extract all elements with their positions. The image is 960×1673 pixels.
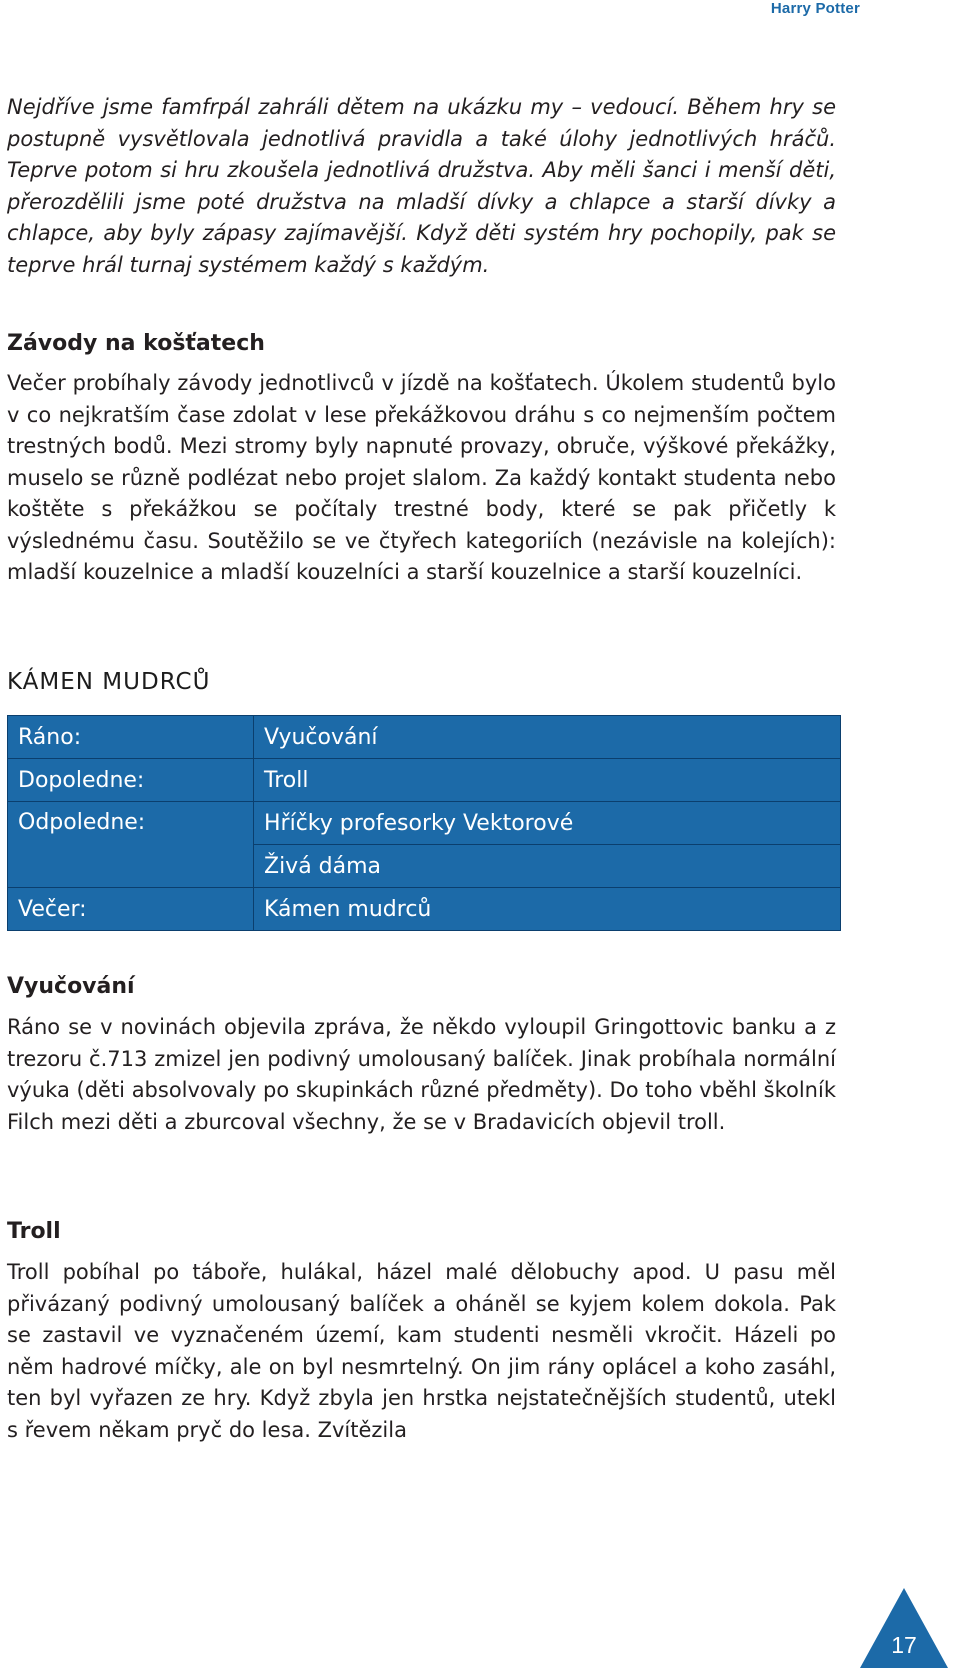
- page-number: 17: [891, 1632, 917, 1658]
- schedule-row: [8, 802, 841, 845]
- running-head: Harry Potter: [770, 0, 860, 17]
- schedule-time-label: Ráno:: [8, 716, 254, 759]
- schedule-table: [7, 715, 841, 931]
- schedule-row: [8, 888, 841, 931]
- intro-paragraph: Nejdříve jsme famfrpál zahráli dětem na ukázku my – vedoucí. Během hry se postupně vysvětlovala jednotlivá pravidla a také úlohy jednotlivých hráčů. Teprve potom si hru zkoušela jednotlivá družstva. Aby měli šanci i menší děti, přerozdělili jsme poté družstva na mladší dívky a chlapce a starší dívky a chlapce, aby byly zápasy zajímavější. Když děti systém hry pochopily, pak se teprve hrál turnaj systémem každý s každým.: [7, 95, 836, 277]
- section-heading-vyucovani: Vyučování: [7, 974, 135, 999]
- schedule-time-label: Odpoledne:: [8, 802, 254, 888]
- schedule-time-label: Večer:: [8, 888, 254, 931]
- section-text-troll: Troll pobíhal po táboře, hulákal, házel malé dělobuchy apod. U pasu měl přivázaný podivný umolousaný balíček a oháněl se kyjem kolem dokola. Pak se zastavil ve vyznačeném území, kam studenti nesměli vkročit. Házeli po něm hadrové míčky, ale on byl nesmrtelný. On jim rány oplácel a koho zasáhl, ten byl vyřazen ze hry. Když zbyla jen hrstka nejstatečnějších studentů, utekl s řevem někam pryč do lesa. Zvítězila: [7, 1260, 836, 1442]
- schedule-activity: Hříčky profesorky Vektorové: [254, 802, 841, 845]
- schedule-row: [8, 716, 841, 759]
- schedule-activity: Živá dáma: [254, 845, 841, 888]
- schedule-row: [8, 759, 841, 802]
- section-text-zavody: Večer probíhaly závody jednotlivců v jízdě na košťatech. Úkolem studentů bylo v co nejkratším čase zdolat v lese překážkovou dráhu s co nejmenším počtem trestných bodů. Mezi stromy byly napnuté provazy, obruče, výškové překážky, muselo se různě podlézat nebo projet slalom. Za každý kontakt studenta nebo koštěte s překážkou se počítaly trestné body, které se pak přičetly k výslednému času. Soutěžilo se ve čtyřech kategoriích (nezávisle na kolejích): mladší kouzelnice a mladší kouzelníci a starší kouzelnice a starší kouzelníci.: [7, 371, 836, 584]
- schedule-activity: Troll: [254, 759, 841, 802]
- section-heading-zavody: Závody na košťatech: [7, 331, 265, 356]
- section-text-vyucovani: Ráno se v novinách objevila zpráva, že někdo vyloupil Gringottovic banku a z trezoru č.713 zmizel jen podivný umolousaný balíček. Jinak probíhala normální výuka (děti absolvovaly po skupinkách různé předměty). Do toho vběhl školník Filch mezi děti a zburcoval všechny, že se v Bradavicích objevil troll.: [7, 1015, 836, 1134]
- section-heading-kamen-mudrcu: KÁMEN MUDRCŮ: [7, 669, 211, 695]
- schedule-activity: Vyučování: [254, 716, 841, 759]
- schedule-time-label: Dopoledne:: [8, 759, 254, 802]
- schedule-activity: Kámen mudrců: [254, 888, 841, 931]
- section-heading-troll: Troll: [7, 1219, 61, 1244]
